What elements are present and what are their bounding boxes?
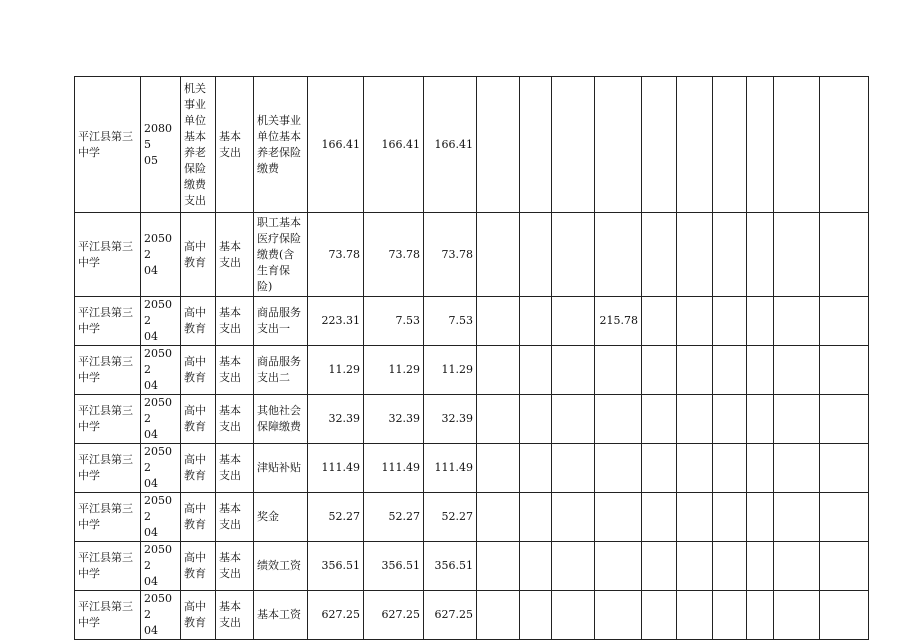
value-cell-9	[713, 213, 747, 297]
value-cell-6	[595, 346, 642, 395]
value-cell-11	[774, 77, 820, 213]
value-cell-1: 627.25	[364, 591, 424, 640]
value-cell-12	[820, 444, 869, 493]
expense-category-cell: 基本 支出	[216, 444, 254, 493]
value-cell-1: 52.27	[364, 493, 424, 542]
value-cell-3	[477, 213, 520, 297]
function-code-cell: 20805 05	[141, 77, 181, 213]
value-cell-12	[820, 346, 869, 395]
value-cell-6	[595, 77, 642, 213]
value-cell-4	[520, 213, 552, 297]
value-cell-9	[713, 395, 747, 444]
value-cell-8	[677, 346, 713, 395]
value-cell-7	[642, 297, 677, 346]
expense-category-cell: 基本 支出	[216, 297, 254, 346]
value-cell-3	[477, 591, 520, 640]
value-cell-2: 111.49	[424, 444, 477, 493]
total-cell: 223.31	[308, 297, 364, 346]
budget-table	[74, 76, 869, 640]
economic-class-cell: 奖金	[254, 493, 308, 542]
value-cell-6	[595, 213, 642, 297]
value-cell-5	[552, 346, 595, 395]
unit-cell: 平江县第三中学	[75, 213, 141, 297]
value-cell-8	[677, 493, 713, 542]
total-cell: 166.41	[308, 77, 364, 213]
value-cell-4	[520, 493, 552, 542]
function-code-cell: 20502 04	[141, 444, 181, 493]
value-cell-7	[642, 542, 677, 591]
value-cell-6	[595, 395, 642, 444]
function-subject-cell: 机关 事业 单位 基本 养老 保险 缴费 支出	[181, 77, 216, 213]
value-cell-9	[713, 542, 747, 591]
value-cell-9	[713, 297, 747, 346]
function-subject-cell: 高中 教育	[181, 297, 216, 346]
value-cell-3	[477, 77, 520, 213]
total-cell: 111.49	[308, 444, 364, 493]
value-cell-6	[595, 493, 642, 542]
value-cell-9	[713, 591, 747, 640]
value-cell-9	[713, 444, 747, 493]
total-cell: 627.25	[308, 591, 364, 640]
expense-category-cell: 基本 支出	[216, 542, 254, 591]
function-subject-cell: 高中 教育	[181, 493, 216, 542]
expense-category-cell: 基本 支出	[216, 77, 254, 213]
economic-class-cell: 绩效工资	[254, 542, 308, 591]
value-cell-10	[747, 213, 774, 297]
value-cell-7	[642, 213, 677, 297]
value-cell-12	[820, 542, 869, 591]
economic-class-cell: 商品服务 支出二	[254, 346, 308, 395]
table-row	[75, 213, 869, 297]
value-cell-8	[677, 444, 713, 493]
value-cell-2: 627.25	[424, 591, 477, 640]
value-cell-12	[820, 77, 869, 213]
function-code-cell: 20502 04	[141, 542, 181, 591]
expense-category-cell: 基本 支出	[216, 591, 254, 640]
value-cell-4	[520, 297, 552, 346]
unit-cell: 平江县第三中学	[75, 395, 141, 444]
function-code-cell: 20502 04	[141, 297, 181, 346]
value-cell-11	[774, 395, 820, 444]
value-cell-6: 215.78	[595, 297, 642, 346]
value-cell-3	[477, 493, 520, 542]
value-cell-8	[677, 542, 713, 591]
function-code-cell: 20502 04	[141, 493, 181, 542]
total-cell: 32.39	[308, 395, 364, 444]
value-cell-10	[747, 346, 774, 395]
value-cell-12	[820, 395, 869, 444]
table-row	[75, 297, 869, 346]
value-cell-4	[520, 591, 552, 640]
function-subject-cell: 高中 教育	[181, 591, 216, 640]
table-row	[75, 395, 869, 444]
expense-category-cell: 基本 支出	[216, 493, 254, 542]
value-cell-1: 356.51	[364, 542, 424, 591]
value-cell-4	[520, 542, 552, 591]
unit-cell: 平江县第三中学	[75, 493, 141, 542]
total-cell: 11.29	[308, 346, 364, 395]
value-cell-11	[774, 591, 820, 640]
expense-category-cell: 基本 支出	[216, 346, 254, 395]
value-cell-3	[477, 542, 520, 591]
unit-cell: 平江县第三中学	[75, 346, 141, 395]
value-cell-6	[595, 444, 642, 493]
table-row	[75, 346, 869, 395]
total-cell: 356.51	[308, 542, 364, 591]
expense-category-cell: 基本 支出	[216, 213, 254, 297]
economic-class-cell: 商品服务 支出一	[254, 297, 308, 346]
value-cell-7	[642, 346, 677, 395]
table-row	[75, 493, 869, 542]
table-row	[75, 542, 869, 591]
value-cell-10	[747, 542, 774, 591]
value-cell-12	[820, 591, 869, 640]
value-cell-1: 32.39	[364, 395, 424, 444]
value-cell-8	[677, 395, 713, 444]
value-cell-3	[477, 395, 520, 444]
table-row	[75, 591, 869, 640]
value-cell-11	[774, 213, 820, 297]
value-cell-5	[552, 591, 595, 640]
value-cell-4	[520, 444, 552, 493]
function-subject-cell: 高中 教育	[181, 444, 216, 493]
unit-cell: 平江县第三中学	[75, 591, 141, 640]
unit-cell: 平江县第三中学	[75, 542, 141, 591]
value-cell-10	[747, 395, 774, 444]
value-cell-11	[774, 346, 820, 395]
value-cell-5	[552, 77, 595, 213]
table-row	[75, 444, 869, 493]
value-cell-12	[820, 213, 869, 297]
value-cell-7	[642, 77, 677, 213]
table-row	[75, 77, 869, 213]
value-cell-12	[820, 493, 869, 542]
value-cell-10	[747, 77, 774, 213]
value-cell-2: 73.78	[424, 213, 477, 297]
value-cell-7	[642, 395, 677, 444]
value-cell-2: 356.51	[424, 542, 477, 591]
value-cell-3	[477, 346, 520, 395]
value-cell-8	[677, 213, 713, 297]
value-cell-2: 166.41	[424, 77, 477, 213]
economic-class-cell: 其他社会 保障缴费	[254, 395, 308, 444]
value-cell-4	[520, 77, 552, 213]
value-cell-3	[477, 297, 520, 346]
unit-cell: 平江县第三中学	[75, 77, 141, 213]
table-body	[75, 77, 869, 640]
function-subject-cell: 高中 教育	[181, 395, 216, 444]
total-cell: 52.27	[308, 493, 364, 542]
value-cell-1: 7.53	[364, 297, 424, 346]
economic-class-cell: 机关事业 单位基本 养老保险 缴费	[254, 77, 308, 213]
value-cell-2: 11.29	[424, 346, 477, 395]
value-cell-10	[747, 297, 774, 346]
value-cell-11	[774, 493, 820, 542]
value-cell-6	[595, 591, 642, 640]
expense-category-cell: 基本 支出	[216, 395, 254, 444]
function-subject-cell: 高中 教育	[181, 213, 216, 297]
value-cell-5	[552, 297, 595, 346]
value-cell-5	[552, 395, 595, 444]
total-cell: 73.78	[308, 213, 364, 297]
value-cell-1: 111.49	[364, 444, 424, 493]
value-cell-3	[477, 444, 520, 493]
function-code-cell: 20502 04	[141, 395, 181, 444]
economic-class-cell: 职工基本 医疗保险 缴费(含 生育保 险)	[254, 213, 308, 297]
unit-cell: 平江县第三中学	[75, 297, 141, 346]
value-cell-2: 32.39	[424, 395, 477, 444]
value-cell-8	[677, 591, 713, 640]
value-cell-4	[520, 346, 552, 395]
value-cell-11	[774, 297, 820, 346]
function-subject-cell: 高中 教育	[181, 542, 216, 591]
value-cell-5	[552, 444, 595, 493]
value-cell-9	[713, 493, 747, 542]
value-cell-8	[677, 77, 713, 213]
value-cell-5	[552, 493, 595, 542]
value-cell-2: 7.53	[424, 297, 477, 346]
function-subject-cell: 高中 教育	[181, 346, 216, 395]
value-cell-10	[747, 493, 774, 542]
unit-cell: 平江县第三中学	[75, 444, 141, 493]
value-cell-10	[747, 444, 774, 493]
value-cell-1: 11.29	[364, 346, 424, 395]
value-cell-2: 52.27	[424, 493, 477, 542]
value-cell-11	[774, 444, 820, 493]
function-code-cell: 20502 04	[141, 346, 181, 395]
value-cell-4	[520, 395, 552, 444]
value-cell-5	[552, 213, 595, 297]
value-cell-7	[642, 444, 677, 493]
value-cell-7	[642, 591, 677, 640]
economic-class-cell: 基本工资	[254, 591, 308, 640]
value-cell-1: 166.41	[364, 77, 424, 213]
value-cell-9	[713, 77, 747, 213]
value-cell-6	[595, 542, 642, 591]
value-cell-1: 73.78	[364, 213, 424, 297]
function-code-cell: 20502 04	[141, 591, 181, 640]
value-cell-9	[713, 346, 747, 395]
value-cell-10	[747, 591, 774, 640]
value-cell-5	[552, 542, 595, 591]
value-cell-8	[677, 297, 713, 346]
function-code-cell: 20502 04	[141, 213, 181, 297]
value-cell-11	[774, 542, 820, 591]
economic-class-cell: 津贴补贴	[254, 444, 308, 493]
value-cell-12	[820, 297, 869, 346]
value-cell-7	[642, 493, 677, 542]
